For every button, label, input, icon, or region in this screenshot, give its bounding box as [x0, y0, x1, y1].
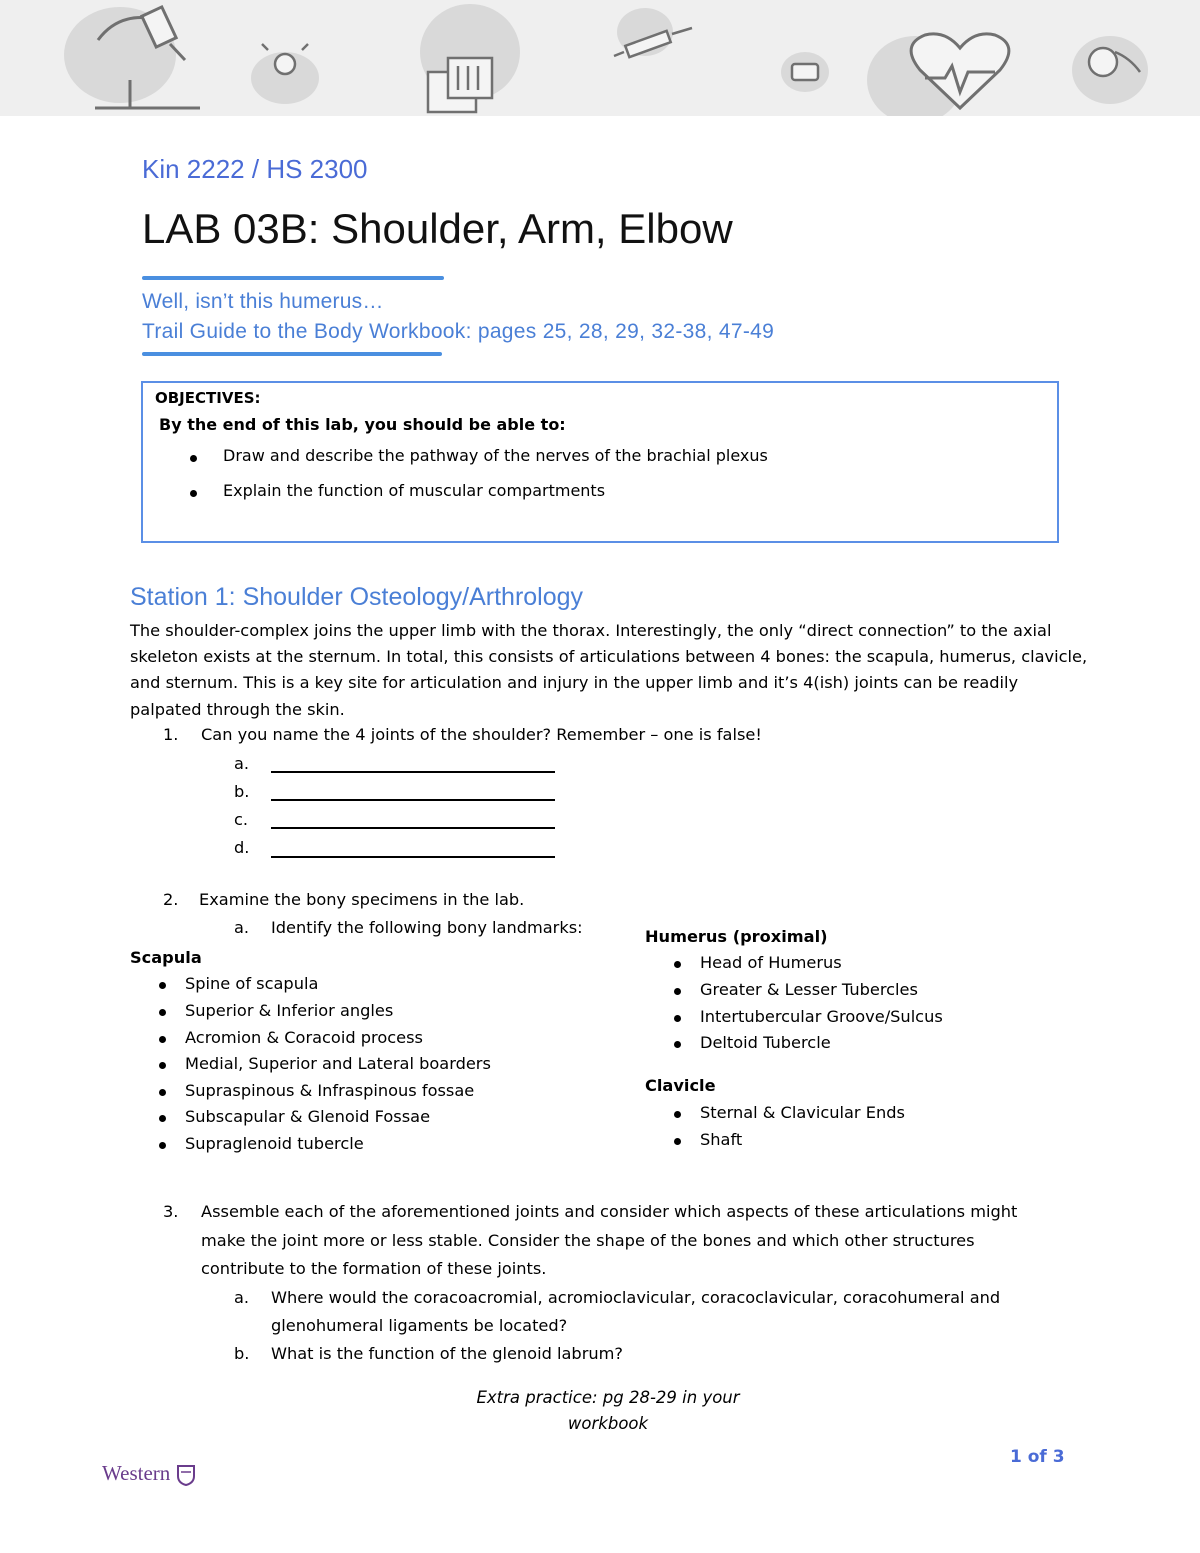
scapula-heading: Scapula [130, 948, 202, 967]
answer-letter: d. [234, 838, 250, 857]
crest-icon [176, 1464, 196, 1486]
bullet-icon [159, 1009, 166, 1016]
landmark-item: Subscapular & Glenoid Fossae [185, 1107, 431, 1126]
landmark-item: Intertubercular Groove/Sulcus [700, 1007, 943, 1026]
station-1-heading: Station 1: Shoulder Osteology/Arthrology [130, 583, 584, 611]
landmark-item: Head of Humerus [700, 953, 842, 972]
humerus-heading: Humerus (proximal) [645, 927, 828, 946]
medical-bag-icon [1072, 36, 1148, 104]
bullet-icon [159, 1142, 166, 1149]
landmark-item: Superior & Inferior angles [185, 1001, 394, 1020]
question-sub-letter: a. [234, 1288, 250, 1307]
question-3-text: contribute to the formation of these joints. [201, 1259, 547, 1278]
bullet-icon [674, 1111, 681, 1118]
bullet-icon [159, 982, 166, 989]
landmark-item: Supraglenoid tubercle [185, 1134, 364, 1153]
station-1-intro: The shoulder-complex joins the upper limb with the thorax. Interestingly, the only “direct connection” to the axial skeleton exists at the sternum. In total, this consists of articulations between 4 bones: the scapula, humerus, clavicle, and sternum. This is a key site for articulation and injury in the upper limb and it’s 4(ish) joints can be readily palpated through the skin. [130, 621, 1088, 719]
question-sub-letter: b. [234, 1344, 250, 1363]
question-number: 2. [163, 890, 179, 909]
objective-item: Draw and describe the pathway of the nerves of the brachial plexus [223, 446, 768, 465]
question-sub-letter: a. [234, 918, 250, 937]
bullet-icon [159, 1062, 166, 1069]
objectives-heading: OBJECTIVES: [155, 389, 261, 407]
question-number: 3. [163, 1202, 179, 1221]
question-number: 1. [163, 725, 179, 744]
clavicle-heading: Clavicle [645, 1076, 716, 1095]
question-3a-text: glenohumeral ligaments be located? [271, 1316, 568, 1335]
pills-icon [781, 52, 829, 92]
bullet-icon [674, 1015, 681, 1022]
objective-item: Explain the function of muscular compartments [223, 481, 606, 500]
page-subtitle: Well, isn’t this humerus… [142, 290, 384, 313]
bullet-icon [190, 455, 197, 462]
bullet-icon [674, 961, 681, 968]
landmark-item: Deltoid Tubercle [700, 1033, 831, 1052]
bullet-icon [159, 1036, 166, 1043]
bullet-icon [159, 1089, 166, 1096]
question-3-text: Assemble each of the aforementioned joints and consider which aspects of these articulations might [201, 1202, 1018, 1221]
header-banner [0, 0, 1200, 116]
question-2-text: Examine the bony specimens in the lab. [199, 890, 525, 909]
page-number: 1 of 3 [1010, 1447, 1065, 1467]
syringe-icon [614, 8, 692, 57]
question-3b-text: What is the function of the glenoid labrum? [271, 1344, 623, 1363]
answer-letter: b. [234, 782, 250, 801]
objectives-box [141, 381, 1059, 543]
answer-letter: a. [234, 754, 250, 773]
heart-monitor-icon [867, 34, 1009, 116]
landmark-item: Acromion & Coracoid process [185, 1028, 423, 1047]
landmark-item: Greater & Lesser Tubercles [700, 980, 918, 999]
workbook-reference: Trail Guide to the Body Workbook: pages 25, 28, 29, 32-38, 47-49 [142, 320, 775, 343]
clipboard-icon [420, 4, 520, 112]
bullet-icon [159, 1115, 166, 1122]
title-rule-bottom [142, 352, 442, 356]
title-rule-top [142, 276, 444, 280]
answer-blank[interactable] [271, 827, 555, 829]
microscope-icon [64, 7, 200, 108]
lightbulb-icon [251, 44, 319, 104]
landmark-item: Spine of scapula [185, 974, 319, 993]
question-3-text: make the joint more or less stable. Consider the shape of the bones and which other structures [201, 1231, 975, 1250]
question-2a-text: Identify the following bony landmarks: [271, 918, 583, 937]
bullet-icon [674, 988, 681, 995]
bullet-icon [674, 1041, 681, 1048]
answer-letter: c. [234, 810, 249, 829]
question-3a-text: Where would the coracoacromial, acromioclavicular, coracoclavicular, coracohumeral and [271, 1288, 1001, 1307]
landmark-item: Sternal & Clavicular Ends [700, 1103, 905, 1122]
answer-blank[interactable] [271, 799, 555, 801]
answer-blank[interactable] [271, 856, 555, 858]
bullet-icon [190, 490, 197, 497]
bullet-icon [674, 1138, 681, 1145]
question-1-text: Can you name the 4 joints of the shoulder? Remember – one is false! [201, 725, 762, 744]
landmark-item: Shaft [700, 1130, 743, 1149]
answer-blank[interactable] [271, 771, 555, 773]
objectives-intro: By the end of this lab, you should be able to: [159, 415, 566, 434]
logo-wordmark: Western [102, 1461, 171, 1485]
university-logo [102, 1461, 196, 1486]
banner-illustration [0, 0, 1200, 116]
landmark-item: Medial, Superior and Lateral boarders [185, 1054, 491, 1073]
extra-practice-note: Extra practice: pg 28-29 in your [476, 1388, 740, 1407]
page-title: LAB 03B: Shoulder, Arm, Elbow [142, 205, 733, 252]
course-code: Kin 2222 / HS 2300 [142, 154, 368, 184]
landmark-item: Supraspinous & Infraspinous fossae [185, 1081, 475, 1100]
extra-practice-note: workbook [567, 1414, 649, 1433]
